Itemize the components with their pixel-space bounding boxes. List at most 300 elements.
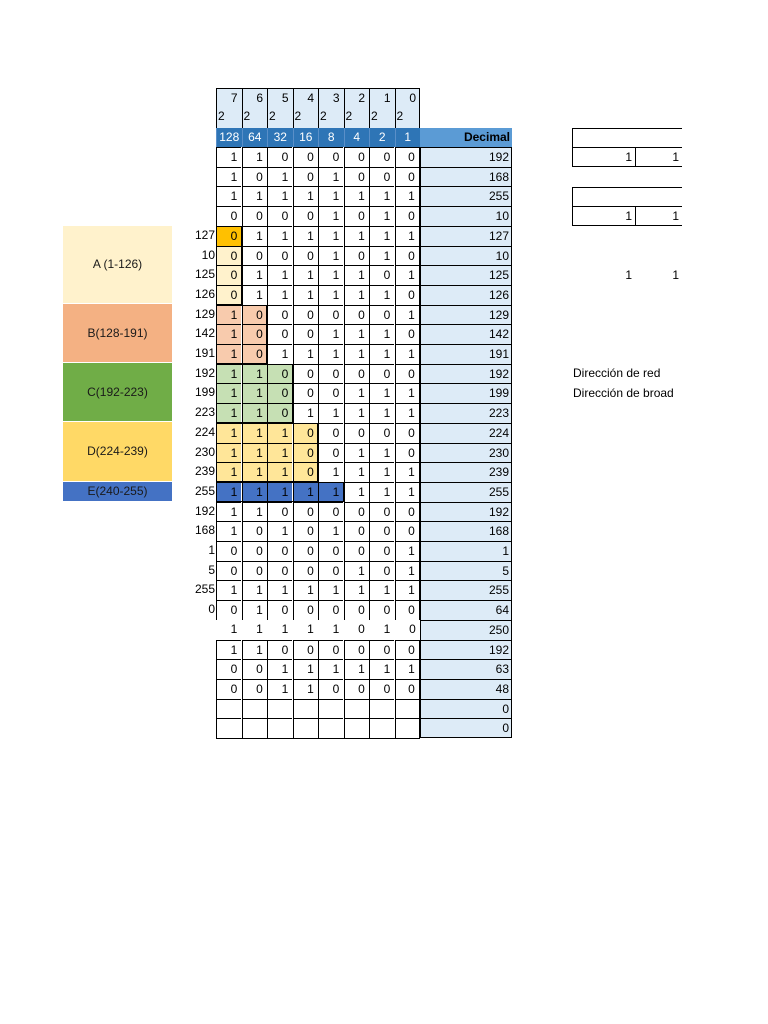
bit-cell: 1 (216, 344, 241, 364)
bit-cell: 1 (369, 246, 394, 266)
bit-cell: 0 (318, 423, 343, 443)
decimal-cell: 5 (420, 561, 512, 581)
side-value: 1 (672, 209, 679, 223)
bit-cell: 0 (395, 679, 420, 699)
bit-cell: 1 (267, 344, 292, 364)
bit-cell (293, 718, 318, 738)
bit-cell: 0 (267, 600, 292, 620)
bit-cell: 0 (395, 206, 420, 226)
bit-cell: 1 (242, 383, 267, 403)
header-weight: 64 (242, 128, 268, 147)
bit-cell: 1 (318, 580, 343, 600)
bit-cell: 1 (369, 659, 394, 679)
bit-cell: 1 (267, 462, 292, 482)
bit-cell: 1 (344, 482, 369, 502)
bit-cell: 1 (395, 403, 420, 423)
decimal-cell: 0 (420, 718, 512, 738)
bit-cell: 0 (293, 246, 318, 266)
bit-cell: 0 (293, 324, 318, 344)
row-label (176, 718, 216, 738)
header-position: 2 (358, 91, 365, 105)
bit-cell (216, 718, 241, 738)
bit-cell: 1 (369, 226, 394, 246)
class-band: D(224-239) (63, 422, 172, 481)
bit-cell: 1 (395, 462, 420, 482)
bit-cell: 1 (242, 226, 267, 246)
row-label (176, 620, 216, 640)
decimal-cell: 168 (420, 167, 512, 187)
class-band: A (1-126) (63, 226, 172, 303)
bit-cell: 1 (318, 265, 343, 285)
side-value: 1 (672, 268, 679, 282)
bit-cell: 0 (369, 541, 394, 561)
bit-cell: 1 (242, 364, 267, 384)
row-label (176, 679, 216, 699)
bit-cell: 0 (267, 502, 292, 522)
bit-cell: 1 (318, 167, 343, 187)
bit-cell: 1 (242, 600, 267, 620)
bit-cell: 0 (395, 285, 420, 305)
bit-cell: 1 (369, 443, 394, 463)
bit-cell: 1 (395, 305, 420, 325)
bit-cell: 0 (344, 600, 369, 620)
bit-cell: 0 (369, 679, 394, 699)
bit-cell: 1 (344, 344, 369, 364)
bit-cell: 1 (256, 621, 263, 636)
bit-cell: 1 (267, 482, 292, 502)
bit-cell (369, 699, 394, 719)
bit-cell: 1 (318, 186, 343, 206)
bit-cell: 0 (369, 305, 394, 325)
bit-cell: 1 (216, 383, 241, 403)
bit-cell: 0 (358, 621, 365, 636)
bit-cell: 1 (395, 344, 420, 364)
bit-cell (293, 699, 318, 719)
decimal-cell: 192 (420, 502, 512, 522)
bit-cell: 1 (369, 206, 394, 226)
class-band: B(128-191) (63, 304, 172, 362)
decimal-cell: 223 (420, 403, 512, 423)
bit-cell: 1 (267, 659, 292, 679)
bit-cell: 0 (318, 502, 343, 522)
bit-cell: 0 (344, 502, 369, 522)
row-label: 199 (194, 385, 215, 400)
decimal-cell: 48 (420, 679, 512, 699)
decimal-cell: 255 (420, 482, 512, 502)
side-box-top (572, 187, 682, 207)
bit-cell: 1 (318, 482, 343, 502)
decimal-cell: 63 (420, 659, 512, 679)
bit-cell: 1 (216, 186, 241, 206)
bit-cell: 1 (216, 482, 241, 502)
bit-cell: 0 (216, 561, 241, 581)
bit-cell: 0 (216, 226, 241, 246)
bit-cell: 0 (318, 600, 343, 620)
bit-cell: 1 (318, 246, 343, 266)
bit-cell: 0 (267, 324, 292, 344)
bit-cell: 0 (267, 147, 292, 167)
bit-cell: 0 (318, 305, 343, 325)
bit-cell: 0 (395, 521, 420, 541)
class-band: E(240-255) (63, 482, 172, 501)
bit-cell: 1 (242, 640, 267, 660)
bit-cell: 1 (344, 580, 369, 600)
bit-cell: 0 (318, 640, 343, 660)
bit-cell: 0 (293, 147, 318, 167)
bit-cell: 0 (216, 659, 241, 679)
decimal-cell: 192 (420, 364, 512, 384)
row-label: 239 (194, 464, 215, 479)
bit-cell: 1 (318, 462, 343, 482)
bit-cell: 0 (293, 364, 318, 384)
header-base: 2 (320, 109, 327, 123)
bit-cell (267, 718, 292, 738)
bit-cell: 0 (267, 206, 292, 226)
bit-cell: 1 (242, 482, 267, 502)
bit-cell: 1 (216, 364, 241, 384)
header-weight: 128 (216, 128, 242, 147)
bit-cell: 1 (318, 659, 343, 679)
row-label: 255 (194, 582, 215, 597)
bit-cell: 0 (293, 167, 318, 187)
bit-cell: 0 (216, 541, 241, 561)
bit-cell: 1 (216, 443, 241, 463)
decimal-cell: 127 (420, 226, 512, 246)
bit-cell: 0 (216, 246, 241, 266)
bit-cell: 1 (216, 521, 241, 541)
bit-cell: 0 (293, 502, 318, 522)
side-value: 1 (672, 150, 679, 164)
bit-cell: 0 (318, 443, 343, 463)
bit-cell: 1 (369, 324, 394, 344)
bit-cell: 1 (216, 423, 241, 443)
bit-cell: 0 (369, 502, 394, 522)
bit-cell: 1 (242, 186, 267, 206)
bit-cell: 1 (267, 265, 292, 285)
bit-cell: 1 (395, 482, 420, 502)
bit-cell: 1 (242, 403, 267, 423)
row-label (176, 699, 216, 719)
bit-cell: 1 (267, 679, 292, 699)
bit-cell: 1 (267, 443, 292, 463)
row-label: 142 (194, 326, 215, 341)
bit-cell: 1 (369, 383, 394, 403)
bit-cell: 0 (242, 324, 267, 344)
bit-cell: 1 (242, 423, 267, 443)
bit-cell: 0 (293, 462, 318, 482)
bit-cell: 1 (216, 324, 241, 344)
bit-cell: 0 (293, 443, 318, 463)
bit-cell: 1 (395, 383, 420, 403)
bit-cell (216, 699, 241, 719)
bit-cell: 1 (344, 324, 369, 344)
bit-cell: 0 (395, 167, 420, 187)
bit-cell: 1 (318, 285, 343, 305)
side-value: 1 (625, 209, 632, 223)
bit-cell: 0 (395, 600, 420, 620)
row-label (176, 206, 216, 226)
bit-cell: 1 (242, 462, 267, 482)
bit-cell: 0 (369, 147, 394, 167)
bit-cell: 0 (344, 364, 369, 384)
bit-cell: 0 (242, 659, 267, 679)
bit-cell: 1 (267, 423, 292, 443)
bit-cell: 1 (369, 482, 394, 502)
bit-cell: 0 (267, 305, 292, 325)
bit-cell (318, 718, 343, 738)
decimal-cell: 125 (420, 265, 512, 285)
bit-cell: 1 (369, 462, 394, 482)
row-label: 191 (194, 346, 215, 360)
bit-cell: 1 (369, 403, 394, 423)
bit-cell: 1 (344, 659, 369, 679)
bit-cell: 0 (395, 423, 420, 443)
bit-cell: 0 (293, 206, 318, 226)
row-label: 224 (194, 424, 215, 439)
decimal-cell: 191 (420, 344, 512, 364)
decimal-cell: 192 (420, 640, 512, 660)
bit-cell: 0 (216, 285, 241, 305)
bit-cell: 0 (344, 423, 369, 443)
network-address-label: Dirección de red (573, 366, 661, 380)
bit-cell: 1 (267, 186, 292, 206)
header-base: 2 (345, 109, 353, 123)
decimal-cell: 239 (420, 462, 512, 482)
bit-cell: 0 (293, 383, 318, 403)
bit-cell: 0 (395, 246, 420, 266)
decimal-cell: 255 (420, 186, 512, 206)
bit-cell: 0 (369, 265, 394, 285)
header-weight: 8 (318, 128, 344, 147)
bit-cell: 1 (344, 443, 369, 463)
decimal-cell: 255 (420, 580, 512, 600)
header-position: 0 (409, 91, 416, 105)
bit-cell: 0 (267, 640, 292, 660)
bit-cell: 0 (369, 600, 394, 620)
bit-cell (242, 718, 267, 738)
bit-cell: 1 (293, 580, 318, 600)
bit-cell: 1 (216, 305, 241, 325)
bit-cell: 1 (369, 580, 394, 600)
bit-cell: 1 (318, 344, 343, 364)
header-base: 2 (243, 109, 251, 123)
grid-bottom-border (216, 738, 420, 739)
bit-cell: 1 (344, 403, 369, 423)
row-label: 5 (208, 562, 215, 577)
bit-cell: 0 (293, 305, 318, 325)
bit-cell: 1 (242, 265, 267, 285)
decimal-cell: 126 (420, 285, 512, 305)
bit-cell: 1 (395, 561, 420, 581)
bit-cell: 1 (318, 206, 343, 226)
row-label: 255 (194, 483, 215, 498)
bit-cell: 0 (216, 679, 241, 699)
bit-cell: 1 (242, 580, 267, 600)
bit-cell: 1 (344, 383, 369, 403)
bit-cell: 0 (267, 403, 292, 423)
bit-cell: 1 (395, 226, 420, 246)
header-position: 5 (281, 91, 289, 105)
bit-cell: 1 (344, 186, 369, 206)
class-band: C(192-223) (63, 363, 172, 421)
bit-cell: 1 (216, 167, 241, 187)
bit-cell (267, 699, 292, 719)
decimal-cell: 168 (420, 521, 512, 541)
bit-cell: 1 (344, 561, 369, 581)
side-box-top (572, 128, 682, 148)
bit-cell: 0 (242, 305, 267, 325)
header-weight: 2 (369, 128, 395, 147)
bit-cell: 0 (395, 147, 420, 167)
header-position: 4 (307, 91, 314, 105)
bit-cell: 0 (242, 344, 267, 364)
bit-cell: 1 (293, 265, 318, 285)
bit-cell: 1 (216, 403, 241, 423)
bit-cell: 0 (293, 423, 318, 443)
bit-cell: 1 (216, 640, 241, 660)
bit-cell: 1 (267, 285, 292, 305)
bit-cell: 1 (216, 147, 241, 167)
header-weight: 1 (395, 128, 421, 147)
bit-cell: 1 (293, 285, 318, 305)
bit-cell: 1 (230, 621, 238, 636)
bit-cell: 1 (395, 580, 420, 600)
bit-cell: 0 (318, 561, 343, 581)
row-label: 230 (194, 444, 215, 459)
bit-cell (242, 699, 267, 719)
bit-cell: 1 (281, 621, 289, 636)
decimal-cell: 192 (420, 147, 512, 167)
bit-cell: 0 (293, 521, 318, 541)
row-label: 0 (208, 602, 215, 617)
row-label (176, 167, 216, 187)
row-label: 168 (194, 523, 215, 538)
bit-cell: 1 (344, 226, 369, 246)
bit-cell: 0 (216, 265, 241, 285)
bit-cell: 0 (369, 423, 394, 443)
bit-cell: 0 (344, 147, 369, 167)
bit-cell (395, 718, 420, 738)
bit-cell: 1 (395, 541, 420, 561)
header-weight: 32 (267, 128, 293, 147)
bit-cell: 1 (293, 344, 318, 364)
bit-cell: 0 (369, 167, 394, 187)
decimal-cell: 224 (420, 423, 512, 443)
row-label: 129 (194, 306, 215, 321)
bit-cell: 0 (409, 621, 416, 636)
decimal-header: Decimal (420, 128, 512, 147)
bit-cell: 1 (318, 324, 343, 344)
bit-cell: 0 (293, 541, 318, 561)
decimal-cell: 230 (420, 443, 512, 463)
header-position: 7 (230, 91, 238, 105)
bit-cell: 0 (267, 561, 292, 581)
row-label (176, 147, 216, 167)
bit-cell: 1 (383, 621, 391, 636)
bit-cell: 0 (242, 167, 267, 187)
bit-cell: 1 (242, 285, 267, 305)
bit-cell: 1 (395, 186, 420, 206)
decimal-cell: 64 (420, 600, 512, 620)
header-base: 2 (218, 109, 225, 123)
decimal-cell: 0 (420, 699, 512, 719)
decimal-cell: 129 (420, 305, 512, 325)
bit-cell: 1 (293, 679, 318, 699)
bit-cell: 0 (293, 600, 318, 620)
bit-cell: 1 (369, 285, 394, 305)
decimal-cell: 250 (420, 620, 512, 640)
bit-cell: 0 (242, 561, 267, 581)
bit-cell: 0 (395, 640, 420, 660)
bit-cell (344, 699, 369, 719)
bit-cell: 1 (216, 462, 241, 482)
row-label: 1 (208, 543, 215, 557)
bit-cell: 0 (242, 206, 267, 226)
bit-cell: 0 (395, 502, 420, 522)
decimal-cell: 199 (420, 383, 512, 403)
bit-cell: 0 (267, 364, 292, 384)
bit-cell: 1 (318, 226, 343, 246)
bit-cell: 1 (242, 502, 267, 522)
decimal-cell: 10 (420, 206, 512, 226)
bit-cell: 0 (216, 206, 241, 226)
bit-cell: 1 (344, 285, 369, 305)
bit-cell: 1 (293, 226, 318, 246)
bit-cell: 0 (293, 561, 318, 581)
bit-cell (344, 718, 369, 738)
broadcast-address-label: Dirección de broad (573, 386, 674, 400)
header-base: 2 (396, 109, 404, 123)
bit-cell: 0 (293, 640, 318, 660)
bit-cell: 0 (369, 561, 394, 581)
bit-cell: 0 (344, 305, 369, 325)
bit-cell: 1 (332, 621, 340, 636)
bit-cell: 0 (395, 324, 420, 344)
bit-cell: 0 (242, 541, 267, 561)
bit-cell: 1 (293, 659, 318, 679)
row-label: 192 (194, 503, 215, 518)
bit-cell: 1 (242, 443, 267, 463)
bit-cell: 0 (267, 541, 292, 561)
bit-cell: 1 (216, 580, 241, 600)
bit-cell: 0 (369, 640, 394, 660)
bit-cell: 1 (293, 186, 318, 206)
header-position: 3 (332, 91, 340, 105)
bit-cell: 0 (344, 541, 369, 561)
bit-cell: 1 (318, 521, 343, 541)
bit-cell: 1 (369, 344, 394, 364)
bit-cell: 1 (369, 186, 394, 206)
bit-cell: 0 (344, 246, 369, 266)
bit-cell: 0 (242, 521, 267, 541)
decimal-cell: 142 (420, 324, 512, 344)
bit-cell: 0 (344, 679, 369, 699)
bit-cell (318, 699, 343, 719)
bit-cell: 1 (395, 659, 420, 679)
row-label (176, 186, 216, 206)
bit-cell: 0 (318, 147, 343, 167)
row-label: 10 (201, 247, 215, 262)
bit-cell: 1 (293, 482, 318, 502)
side-value: 1 (625, 150, 632, 164)
bit-cell: 1 (242, 147, 267, 167)
row-label: 127 (194, 227, 215, 242)
row-label (176, 659, 216, 679)
bit-cell (369, 718, 394, 738)
header-position: 6 (256, 91, 263, 105)
bit-cell: 0 (267, 383, 292, 403)
header-base: 2 (371, 109, 378, 123)
